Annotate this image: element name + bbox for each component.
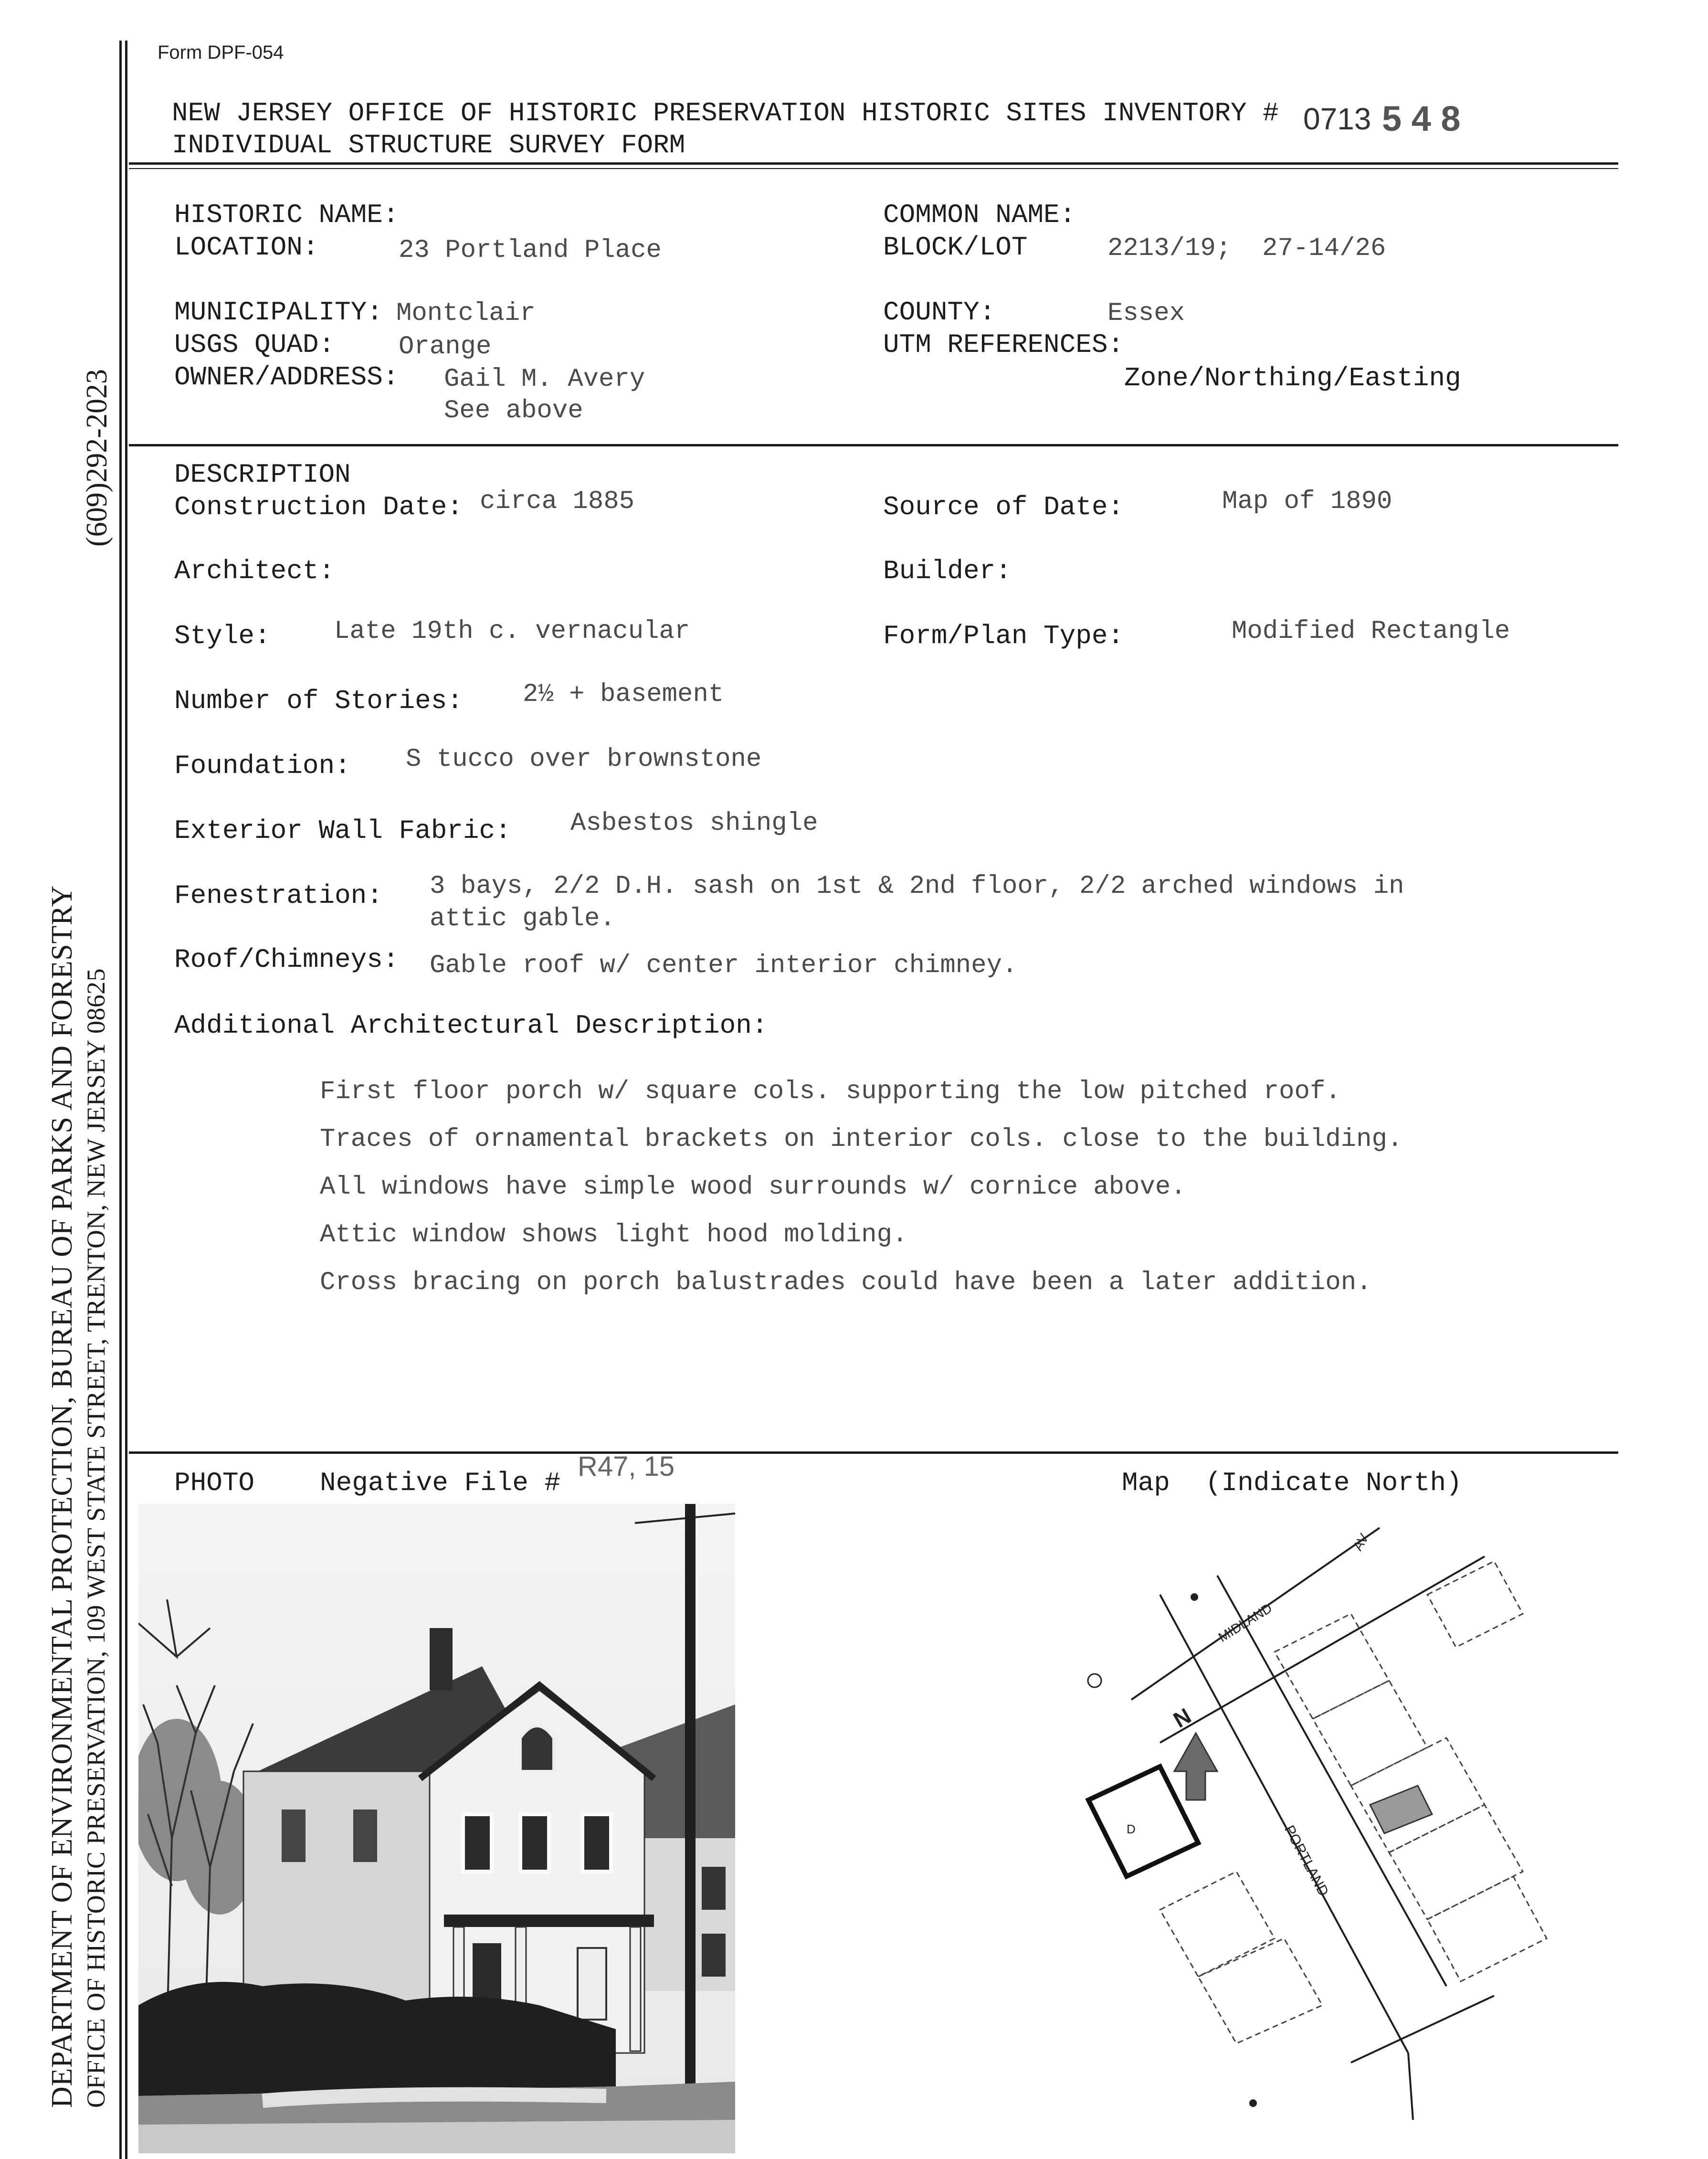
block-lot-value: 2213/19; 27-14/26: [1107, 234, 1386, 263]
wall-fabric-value: Asbestos shingle: [570, 809, 818, 838]
neighbor-window: [702, 1867, 726, 1910]
side-window: [282, 1810, 306, 1862]
second-floor-window: [463, 1814, 492, 1872]
architect-label: Architect:: [174, 556, 335, 586]
builder-label: Builder:: [883, 556, 1012, 586]
inventory-number: 0713: [1303, 102, 1371, 136]
driveway: [263, 2095, 606, 2101]
form-subtitle: INDIVIDUAL STRUCTURE SURVEY FORM: [172, 130, 685, 160]
block-lot-label: BLOCK/LOT: [883, 232, 1028, 263]
wall-fabric-label: Exterior Wall Fabric:: [174, 815, 511, 846]
negative-file-number: R47, 15: [578, 1451, 675, 1482]
form-id: Form DPF-054: [158, 42, 284, 63]
utility-pole: [685, 1504, 696, 2125]
lot-letter: D: [1127, 1822, 1136, 1836]
owner-label: OWNER/ADDRESS:: [174, 362, 399, 392]
left-rule-outer: [119, 41, 122, 2159]
photo-section-rule: [129, 1451, 1618, 1454]
left-rule-inner: [125, 41, 127, 2159]
map-dot: [1249, 2099, 1257, 2107]
header-rule-thin: [129, 168, 1618, 169]
source-date-label: Source of Date:: [883, 492, 1124, 522]
municipality-value: Montclair: [396, 299, 536, 328]
map-note: (Indicate North): [1205, 1468, 1462, 1498]
side-office-line: OFFICE OF HISTORIC PRESERVATION, 109 WEST STATE STREET, TRENTON, NEW JERSEY 08625: [82, 968, 110, 2108]
front-door: [578, 1948, 606, 2020]
common-name-label: COMMON NAME:: [883, 200, 1076, 230]
foundation-label: Foundation:: [174, 751, 351, 781]
stories-label: Number of Stories:: [174, 686, 463, 716]
roof-value: Gable roof w/ center interior chimney.: [430, 951, 1018, 980]
portland-street-edge: [1160, 1595, 1408, 2053]
form-plan-value: Modified Rectangle: [1232, 617, 1510, 646]
description-heading: DESCRIPTION: [174, 459, 351, 490]
street-label-midland: MIDLAND: [1215, 1600, 1275, 1645]
cross-street: [1351, 1996, 1494, 2063]
header-rule: [129, 162, 1618, 165]
neighbor-window: [702, 1934, 726, 1977]
street-label-av: AV: [1350, 1531, 1371, 1553]
north-arrow-icon: [1174, 1733, 1217, 1800]
additional-line: Cross bracing on porch balustrades could have been a later addition.: [320, 1268, 1372, 1297]
construction-date-value: circa 1885: [480, 487, 635, 516]
style-label: Style:: [174, 621, 271, 651]
neighbor-building: [1370, 1786, 1432, 1833]
owner-address: See above: [444, 396, 583, 425]
second-floor-window: [520, 1814, 549, 1872]
side-department-line: DEPARTMENT OF ENVIRONMENTAL PROTECTION, BUREAU OF PARKS AND FORESTRY: [46, 885, 78, 2108]
side-window: [353, 1810, 377, 1862]
cross-street: [1408, 2053, 1413, 2120]
negative-file-label: Negative File #: [320, 1468, 561, 1498]
map-marker-circle: [1088, 1674, 1101, 1687]
location-label: LOCATION:: [174, 232, 319, 263]
stories-value: 2½ + basement: [523, 680, 724, 709]
form-plan-label: Form/Plan Type:: [883, 621, 1124, 651]
map-label: Map: [1122, 1468, 1170, 1498]
photo-label: PHOTO: [174, 1468, 255, 1498]
inventory-suffix: 5 4 8: [1382, 99, 1461, 138]
foundation-value: S tucco over brownstone: [406, 745, 762, 774]
header-title: NEW JERSEY OFFICE OF HISTORIC PRESERVATION HISTORIC SITES INVENTORY #: [172, 98, 1279, 128]
additional-line: Traces of ornamental brackets on interior cols. close to the building.: [320, 1125, 1403, 1154]
fenestration-value-line1: 3 bays, 2/2 D.H. sash on 1st & 2nd floor, 2/2 arched windows in: [430, 872, 1404, 901]
additional-description-label: Additional Architectural Description:: [174, 1010, 768, 1041]
additional-line: All windows have simple wood surrounds w/ cornice above.: [320, 1173, 1186, 1202]
identification-rule: [129, 444, 1618, 446]
north-letter: N: [1169, 1703, 1195, 1733]
location-value: 23 Portland Place: [399, 236, 662, 265]
county-value: Essex: [1107, 299, 1185, 328]
county-label: COUNTY:: [883, 297, 996, 328]
sidewalk: [138, 2120, 735, 2153]
second-floor-window: [582, 1814, 611, 1872]
utm-subtitle: Zone/Northing/Easting: [1124, 363, 1461, 393]
usgs-value: Orange: [399, 332, 492, 361]
portland-street-edge: [1217, 1576, 1446, 1986]
attic-arched-window: [520, 1726, 554, 1771]
porch-roof: [444, 1915, 654, 1927]
additional-line: First floor porch w/ square cols. supporting the low pitched roof.: [320, 1077, 1341, 1106]
style-value: Late 19th c. vernacular: [334, 617, 690, 646]
additional-line: Attic window shows light hood molding.: [320, 1220, 908, 1249]
porch-column: [630, 1927, 641, 2051]
construction-date-label: Construction Date:: [174, 492, 463, 522]
chimney: [430, 1628, 453, 1690]
fenestration-label: Fenestration:: [174, 880, 383, 911]
utm-label: UTM REFERENCES:: [883, 329, 1124, 360]
street-label-portland: PORTLAND: [1281, 1822, 1332, 1899]
roof-label: Roof/Chimneys:: [174, 944, 399, 975]
source-date-value: Map of 1890: [1222, 487, 1392, 516]
owner-name: Gail M. Avery: [444, 365, 645, 394]
municipality-label: MUNICIPALITY:: [174, 297, 383, 328]
side-phone: (609)292-2023: [81, 369, 113, 547]
usgs-label: USGS QUAD:: [174, 329, 335, 360]
house-photograph: [138, 1504, 735, 2153]
historic-name-label: HISTORIC NAME:: [174, 200, 399, 230]
site-map: [1017, 1499, 1613, 2158]
fenestration-value-line2: attic gable.: [430, 904, 615, 933]
map-dot: [1191, 1593, 1198, 1601]
subject-lot: [1088, 1767, 1198, 1876]
